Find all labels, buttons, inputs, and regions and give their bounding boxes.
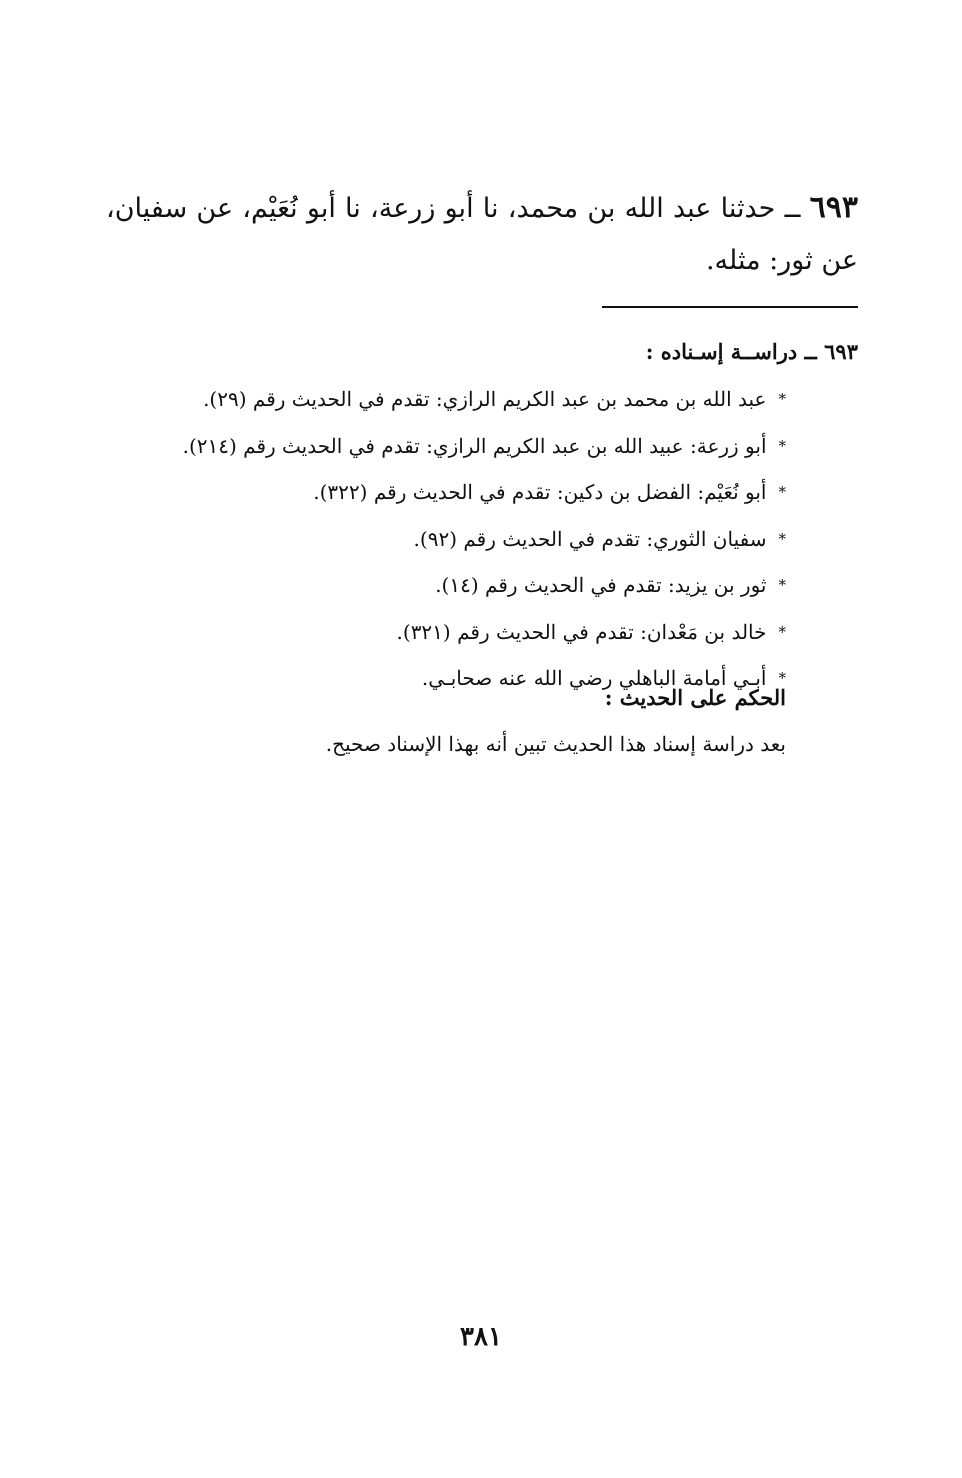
isnad-study-heading: ٦٩٣ ــ دراســة إسـناده : xyxy=(645,339,858,364)
narrator-item xyxy=(183,376,786,423)
narrator-text: أبو نُعَيْم: الفضل بن دكين: تقدم في الحديث رقم (٣٢٢). xyxy=(313,480,767,504)
bullet-star-icon: * xyxy=(778,390,786,408)
narrator-list xyxy=(183,376,786,702)
hadith-dash: ــ xyxy=(784,193,801,224)
bullet-star-icon: * xyxy=(778,576,786,594)
narrator-text: خالد بن مَعْدان: تقدم في الحديث رقم (٣٢١). xyxy=(396,619,767,644)
narrator-text: سفيان الثوري: تقدم في الحديث رقم (٩٢). xyxy=(413,526,767,551)
footnote-separator-line xyxy=(602,306,858,308)
hadith-body: حدثنا عبد الله بن محمد، نا أبو زرعة، نا أبو نُعَيْم، عن سفيان، عن ثور: مثله. xyxy=(106,193,858,276)
narrator-item xyxy=(183,609,786,656)
narrator-item xyxy=(183,562,786,609)
page-number: ٣٨١ xyxy=(460,1322,502,1352)
narrator-text: ثور بن يزيد: تقدم في الحديث رقم (١٤). xyxy=(435,573,767,597)
bullet-star-icon: * xyxy=(778,483,786,501)
hadith-number: ٦٩٣ xyxy=(809,190,858,225)
bullet-star-icon: * xyxy=(778,436,786,455)
narrator-item xyxy=(183,423,786,470)
bullet-star-icon: * xyxy=(778,669,786,687)
narrator-text: أبو زرعة: عبيد الله بن عبد الكريم الرازي: تقدم في الحديث رقم (٢١٤). xyxy=(182,433,767,458)
hadith-text-block xyxy=(106,182,858,287)
narrator-text: أبـي أمامة الباهلي رضي الله عنه صحابـي. xyxy=(421,666,767,690)
bullet-star-icon: * xyxy=(778,529,786,548)
ruling-text: بعد دراسة إسناد هذا الحديث تبين أنه بهذا الإسناد صحيح. xyxy=(325,732,786,756)
narrator-item xyxy=(183,469,786,516)
ruling-heading: الحكم على الحديث : xyxy=(604,685,786,710)
narrator-item xyxy=(183,516,786,563)
narrator-text: عبد الله بن محمد بن عبد الكريم الرازي: تقدم في الحديث رقم (٢٩). xyxy=(203,387,767,411)
bullet-star-icon: * xyxy=(778,622,786,641)
